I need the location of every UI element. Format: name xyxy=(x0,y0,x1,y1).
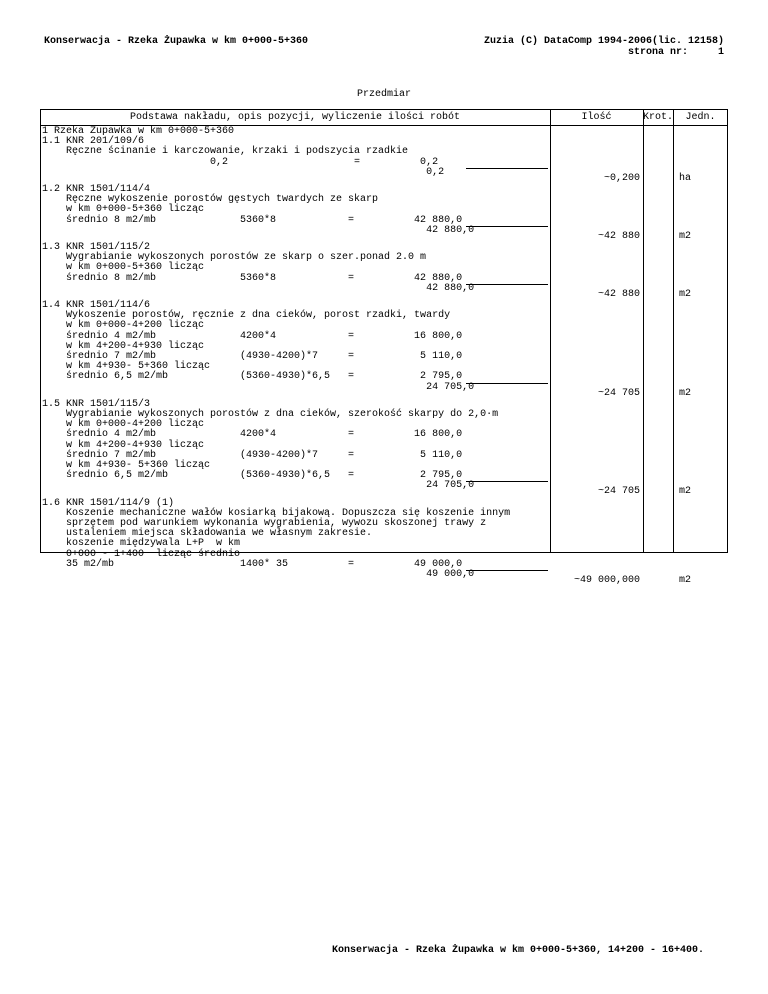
item-line: 1.4 KNR 1501/114/6 xyxy=(42,300,151,311)
item-line: w km 4+200-4+930 licząc xyxy=(42,439,205,451)
item-line: ustaleniem miejsca składowania we własnym zakresie. xyxy=(42,528,373,540)
item-line: w km 0+000-5+360 licząc xyxy=(42,204,205,216)
item-line: w km 0+000-4+200 licząc xyxy=(42,419,205,431)
item-line: średnio 8 m2/mb 5360*8 = 42 880,0 xyxy=(42,214,463,226)
col-divider-quantity xyxy=(643,109,644,553)
item-line: średnio 7 m2/mb (4930-4200)*7 = 5 110,0 xyxy=(42,449,463,461)
item-line: 1.2 KNR 1501/114/4 xyxy=(42,184,151,195)
item-line: 0+000 - 1+400 licząc średnio xyxy=(42,548,241,560)
item-line: 0,2 xyxy=(42,166,445,178)
sum-underline xyxy=(466,284,548,285)
sum-underline xyxy=(466,570,548,571)
item-line: średnio 6,5 m2/mb (5360-4930)*6,5 = 2 795,0 xyxy=(42,470,463,482)
item-unit: m2 xyxy=(679,486,692,498)
page-footer: Konserwacja - Rzeka Żupawka w km 0+000-5+360, 14+200 - 16+400. xyxy=(332,945,705,956)
col-header-unit: Jedn. xyxy=(685,112,716,123)
item-line: w km 4+930- 5+360 licząc xyxy=(42,460,211,471)
item-line: Wygrabianie wykoszonych porostów z dna cieków, szerokość skarpy do 2,0·m xyxy=(42,409,499,420)
item-quantity: ~24 705 xyxy=(597,387,640,399)
item-line: 1.5 KNR 1501/115/3 xyxy=(42,398,151,410)
item-line: sprzętem pod warunkiem wykonania wygrabienia, wywozu skoszonej trawy z xyxy=(42,518,487,529)
col-divider-krot xyxy=(673,109,674,553)
item-unit: m2 xyxy=(679,288,692,300)
item-line: Ręczne wykoszenie porostów gęstych twardych ze skarp xyxy=(42,194,379,206)
item-line: średnio 6,5 m2/mb (5360-4930)*6,5 = 2 795,0 xyxy=(42,371,463,383)
item-quantity: ~0,200 xyxy=(603,172,640,184)
page-title: Przedmiar xyxy=(356,89,411,100)
item-line: 35 m2/mb 1400* 35 = 49 000,0 xyxy=(42,558,463,570)
item-quantity: ~42 880 xyxy=(597,288,640,300)
item-line: 49 000,0 xyxy=(42,569,475,580)
item-line: średnio 4 m2/mb 4200*4 = 16 800,0 xyxy=(42,429,463,441)
item-line: 42 880,0 xyxy=(42,224,475,236)
item-line: Ręczne ścinanie i karczowanie, krzaki i podszycia rzadkie xyxy=(42,146,409,158)
col-header-description: Podstawa nakładu, opis pozycji, wyliczenie ilości robót xyxy=(129,112,461,123)
item-line: średnio 7 m2/mb (4930-4200)*7 = 5 110,0 xyxy=(42,351,463,362)
item-unit: ha xyxy=(679,172,692,184)
col-divider-description xyxy=(550,109,551,553)
item-line: 1 Rzeka Zupawka w km 0+000-5+360 xyxy=(42,126,235,137)
item-line: średnio 8 m2/mb 5360*8 = 42 880,0 xyxy=(42,272,463,284)
item-line: 24 705,0 xyxy=(42,480,475,492)
item-line: 0,2 = 0,2 xyxy=(42,156,439,168)
item-line: 42 880,0 xyxy=(42,282,475,294)
item-unit: m2 xyxy=(679,575,692,586)
header-right-line2: strona nr: 1 xyxy=(627,47,724,58)
item-quantity: ~24 705 xyxy=(597,486,640,498)
item-line: koszenie międzywala L+P w km xyxy=(42,538,241,550)
item-line: w km 4+200-4+930 licząc xyxy=(42,340,205,352)
item-line: w km 4+930- 5+360 licząc xyxy=(42,361,211,373)
item-quantity: ~42 880 xyxy=(597,230,640,242)
item-line: 24 705,0 xyxy=(42,381,475,393)
sum-underline xyxy=(466,383,548,384)
item-line: 1.1 KNR 201/109/6 xyxy=(42,136,145,148)
item-unit: m2 xyxy=(679,387,692,399)
item-line: 1.3 KNR 1501/115/2 xyxy=(42,242,151,253)
col-header-quantity: Ilość xyxy=(581,112,612,123)
header-right-line1: Zuzia (C) DataComp 1994-2006(lic. 12158) xyxy=(483,36,724,47)
item-quantity: ~49 000,000 xyxy=(573,575,640,586)
item-line: Wykoszenie porostów, ręcznie z dna cieków, porost rzadki, twardy xyxy=(42,310,451,322)
item-line: w km 0+000-4+200 licząc xyxy=(42,320,205,332)
item-line: Koszenie mechaniczne wałów kosiarką bijakową. Dopuszcza się koszenie innym xyxy=(42,507,511,519)
sum-underline xyxy=(466,226,548,227)
sum-underline xyxy=(466,168,548,169)
col-header-krot: Krot. xyxy=(643,112,674,123)
item-line: średnio 4 m2/mb 4200*4 = 16 800,0 xyxy=(42,330,463,342)
item-line: Wygrabianie wykoszonych porostów ze skarp o szer.ponad 2.0 m xyxy=(42,252,427,264)
item-unit: m2 xyxy=(679,230,692,242)
item-line: 1.6 KNR 1501/114/9 (1) xyxy=(42,497,175,509)
sum-underline xyxy=(466,481,548,482)
item-line: w km 0+000-5+360 licząc xyxy=(42,262,205,274)
header-left: Konserwacja - Rzeka Żupawka w km 0+000-5+360 xyxy=(44,36,309,47)
